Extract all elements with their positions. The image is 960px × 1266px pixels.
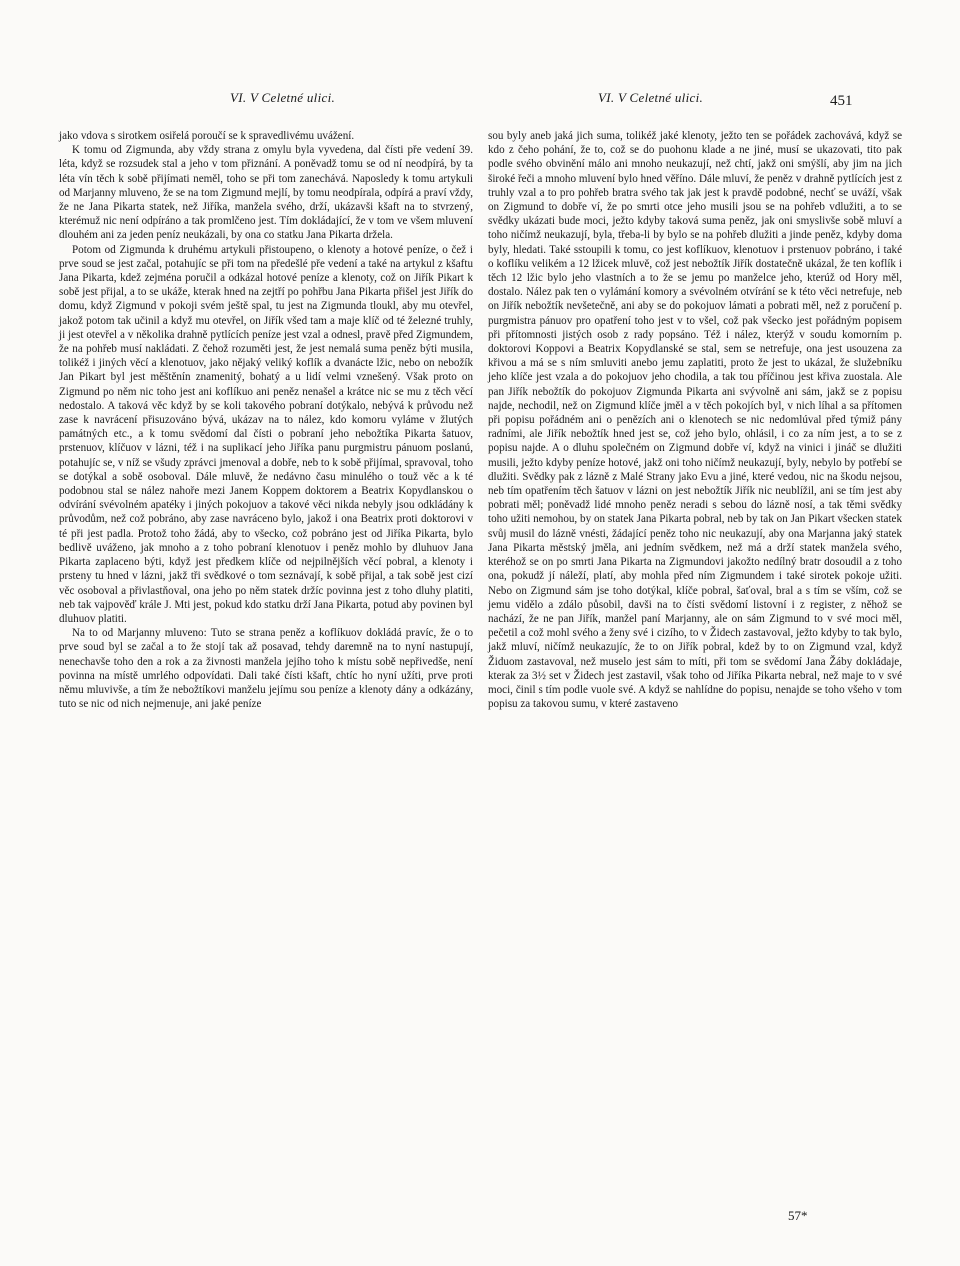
running-header-right: VI. V Celetné ulici. [598,90,704,105]
signature-mark: 57* [788,1208,808,1223]
text-column-left [59,129,473,711]
paragraph: jako vdova s sirotkem osiřelá poroučí se k spravedlivému uvážení. [59,130,355,142]
page-number: 451 [830,93,853,109]
text-column-right [488,129,902,711]
paragraph: Na to od Marjanny mluveno: Tuto se strana peněz a koflíkuov dokládá pravíc, že o to prve soud byl se začal a to že stojí tak až posavad, tehdy daremně na to nyní nastupují, nenechavše toho den a rok a za živnosti manžela jejího toho k místu sobě nepřivedše, není povinna na místě umrlého odpovídati. Dali také čísti kšaft, chtíc ho nyní užíti, prve proti němu mluvivše, a tím že nebožtíkovi manželu jejímu sou peníze a klenoty dány a odkázány, tuto se nic od nich nejmenuje, ani jaké peníze [59,627,473,711]
paragraph: Potom od Zigmunda k druhému artykuli přistoupeno, o klenoty a hotové peníze, o čež i prve soud se jest začal, potahujíc se při tom na předešlé pře vedení a také na artykul z kšaftu Jana Pikarta, kdež zejména poručil a odkázal hotové peníze a klenoty, což on Jiřík Pikart k sobě jest přijal, a to se ukáže, kterak hned na zejtří po pohřbu Jana Pikarta přišel jest Jiřík do domu, když Zigmund v pokoji svém ještě spal, tu jest na Zigmunda tloukl, aby mu otevřel, jakož potom tak učinil a když mu otevřel, on Jiřík všed tam a maje klíč od té železné truhly, ji jest otevřel a v několika drahně pytlících peníze jest vzal a odnesl, pravě před Zigmundem, že na pohřeb musí nakládati. Z čehož rozuměti jest, že jest nemalá suma peněz býti musila, tolikéž i jiných věcí a klenotuov, jako nějaký veliký koflík a dvanácte lžic, nebo on nebožík Jan Pikart byl jest měštěnín znamenitý, bohatý a u lidí velmi vznešený. Však proto on Zigmund po něm nic toho jest ani koflíkuo ani peněz nenašel a krátce nic se mu z těch věcí nedostalo. A taková věc když by se koli takového pobraní dotýkalo, nebývá k průvodu než zase k navrácení přisuzováno bývá, ukázav na to nález, kdo komoru vyláme v žlutých památných etc., a k tomu svědomí dal čísti o pobraní jeho nebožtíka Pikarta šatuov, prstenuov, klíčuov v lázni, též i na suplikací jeho Jiříka panu purgmistru pánuom poslanú, potahujíc se, v níž se všudy zprávci jmenoval a dobře, neb to k sobě přijímal, spravoval, toho se dotýkal a sobě osoboval. Dále mluvě, že nedávno času minulého o touž věc a k té podobnou stal se nález nahoře mezi Janem Koppem doktorem a Beatrix Kopydlanskou o odvírání svévolném apatéky i jiných pokojuov a takové věci nikda nebyly jsou odkládány k průvodům, než což pobráno, aby zase navráceno bylo, jakož i ona Beatrix proti doktorovi v té při jest padla. Protož toho žádá, aby to všecko, což pobráno jest od Jiříka Pikarta, bylo bedlivě uváženo, jak mnoho a z toho pobraní klenotuov i peněz mohlo by dluhuov Jana Pikarta zaplaceno býti, když jest předkem klíče od nejpilnějších věcí pobral, a klenoty i prsteny tu hned v lázni, jakž tři svědkové o tom seznávají, k sobě přijal, a tak sobě jest cizí věc osoboval a přivlastňoval, ona jeho po něm statek držíc povinna jest z toho dluhy platiti, neb tak vajpověď krále J. Mti jest, pokud kdo statku drží Jana Pikarta, potud aby povinen byl dluhuov platiti. [59,243,473,625]
running-header-left: VI. V Celetné ulici. [230,90,336,105]
paragraph: K tomu od Zigmunda, aby vždy strana z omylu byla vyvedena, dal čísti pře vedení 39. léta, když se rozsudek stal a jeho v tom přiznání. A poněvadž tomu se od ní neodpírá, by ta léta vín těch k sobě přijímati neměl, toho se při tom zanechává. Naposledy k tomu artykuli od Marjanny mluveno, že se na tom Zigmund mejlí, by tomu neodpírala, odpírá a praví vždy, že ne Jana Pikarta statek, než Jiříka, manžela svého, drží, ukázavši kšaft na to stvrzený, kterémuž nic není odpíráno a tak promlčeno jest. Tím dokládající, že v tom ve všem mluvení dlouhém ani za jeden peníz neukázali, by ona co statku Jana Pikarta držela. [59,144,473,242]
paragraph: sou byly aneb jaká jich suma, tolikéž jaké klenoty, ježto ten se pořádek zachovává, když se kdo z čeho pohání, že to, což se do puohonu klade a ne jiné, musí se ukazovati, tito pak podle svého obvinění málo ani mnoho neukazují, než chtí, jakž oni smýšlí, aby jim na jich široké řeči a mnoho mluvení bylo hned věříno. Dále mluví, že peněz v drahně pytlících jest z truhly vzal a to pro pohřeb bratra svého tak jak jest k pravdě podobné, nechť se uváží, však on Zigmund to dobře ví, že po smrti otce jeho musili jsou se na pohřeb vdlužiti, a to se svědky ukázati bude moci, ježto kdyby taková suma peněz, jak oni smyslivše sobě mluví a toho ničímž neukazují, byla, třeba-li by bylo se na pohřeb dlužiti a jinde peněz, kdyby doma byly, hledati. Také sstoupili k tomu, co jest koflíkuov, klenotuov i prstenuov pobráno, i také o koflíku velikém a 12 lžicek mluvě, což jest nebožtík Jiřík dostatečně ukázal, že ten koflík i těch 12 lžic bylo jeho vlastních a to že se jemu po manželce jeho, kterúž od Hory měl, dostalo. Nález pak ten o vylámání komory a svévolném otvírání se k této věci netrefuje, neb on Jiřík nebožtík nevšetečně, ani aby se do pokojuov lámati a pobrati měl, než z poručení p. purgmistra pánuov pro opatření toho jest v to všel, což pak všecko jest pořádným popisem při přítomnosti jistých osob z rady popsáno. Též i nález, kterýž v soudu komorním p. doktorovi Koppovi a Beatrix Kopydlanské se stal, sem se netrefuje, ona jest usouzena za křivou a má se s ním smluviti anebo jemu zaplatiti, proto že jest to ukázal, že služebníku jeho klíče jest vzala a do pokojuov jeho chodila, a tak tou příčinou jest křiva zuostala. Ale pan Jiřík nebožtík do pokojuov Zigmunda Pikarta ani svývolně ani sám, jakž se z popisu najde, nechodil, než on Zigmund klíče jměl a v těch pokojích byl, v nich líhal a sa přítomen při popisu pořádném ani o penězích ani o klenotech se nic nedomlúval před týmiž pány radními, ale Jiřík nebožtík hned jest se, což jeho bylo, ohlásil, i co za ním jest, a to se z popisu najde. A o dluhu společném on Zigmund dobře ví, když na vinici i jináč se dlužiti musili, ježto kdyby peníze hotové, jakž oni toho ničímž neukazují, byly, nebylo by potřebí se dlužiti. Svědky pak z lázně z Malé Strany jako Evu a jiné, které vedou, nic na škodu nejsou, neb tím opatřením těch šatuov v lázni on jest nebožtík Jiřík nic neublížil, ani se tím jest aby pobrati měl; poněvadž lidé mnoho peněz neradi s sebou do lázně nosí, a tak těmi svědky toho užiti nemohou, by on statek Jana Pikarta pobral, neb by tak on Jan Pikart všecken statek svůj musil do lázně vnésti, žádající peněz toho nic neukazují, aby ona Marjanna jaký statek Jana Pikarta městský jměla, ani jedním svědkem, než má a drží statek manžela svého, kteréhož se on po smrti Jana Pikarta na Zigmundovi jakožto nedílný bratr dosoudil a z toho ona, pokudž jí náleží, platí, aby mohla před ním Zigmundem i také sirotek pokoje užiti. Nebo on Zigmund sám jse toho dotýkal, klíče pobral, šaťoval, bral a s tím se vším, což se jemu vidělo a zdálo působil, davši na to čísti svědomí listovní i z register, z něhož se nachází, že ne pan Jiřík, manžel paní Marjanny, ale on sám Zigmund to v své moci měl, pečetil a což mohl svého a ženy své i cizího, to v Židech zastavoval, ježto kdyby to tak bylo, jakž mluví, ničímž neukazujíc, že to on Jiřík pobral, kdež by to on Zigmund vzal, když Židuom zastavoval, než muselo jest sám to míti, při tom se svědomí Jana Žáby dokládaje, kterak za 3½ set v Židech jest zastavil, však toho od Jiříka Pikarta nebral, než maje to v své moci, činil s tím podle vuole své. A když se nahlídne do popisu, nenajde se toho všeho v tom popisu za takovou sumu, v které zastaveno [488,130,902,711]
